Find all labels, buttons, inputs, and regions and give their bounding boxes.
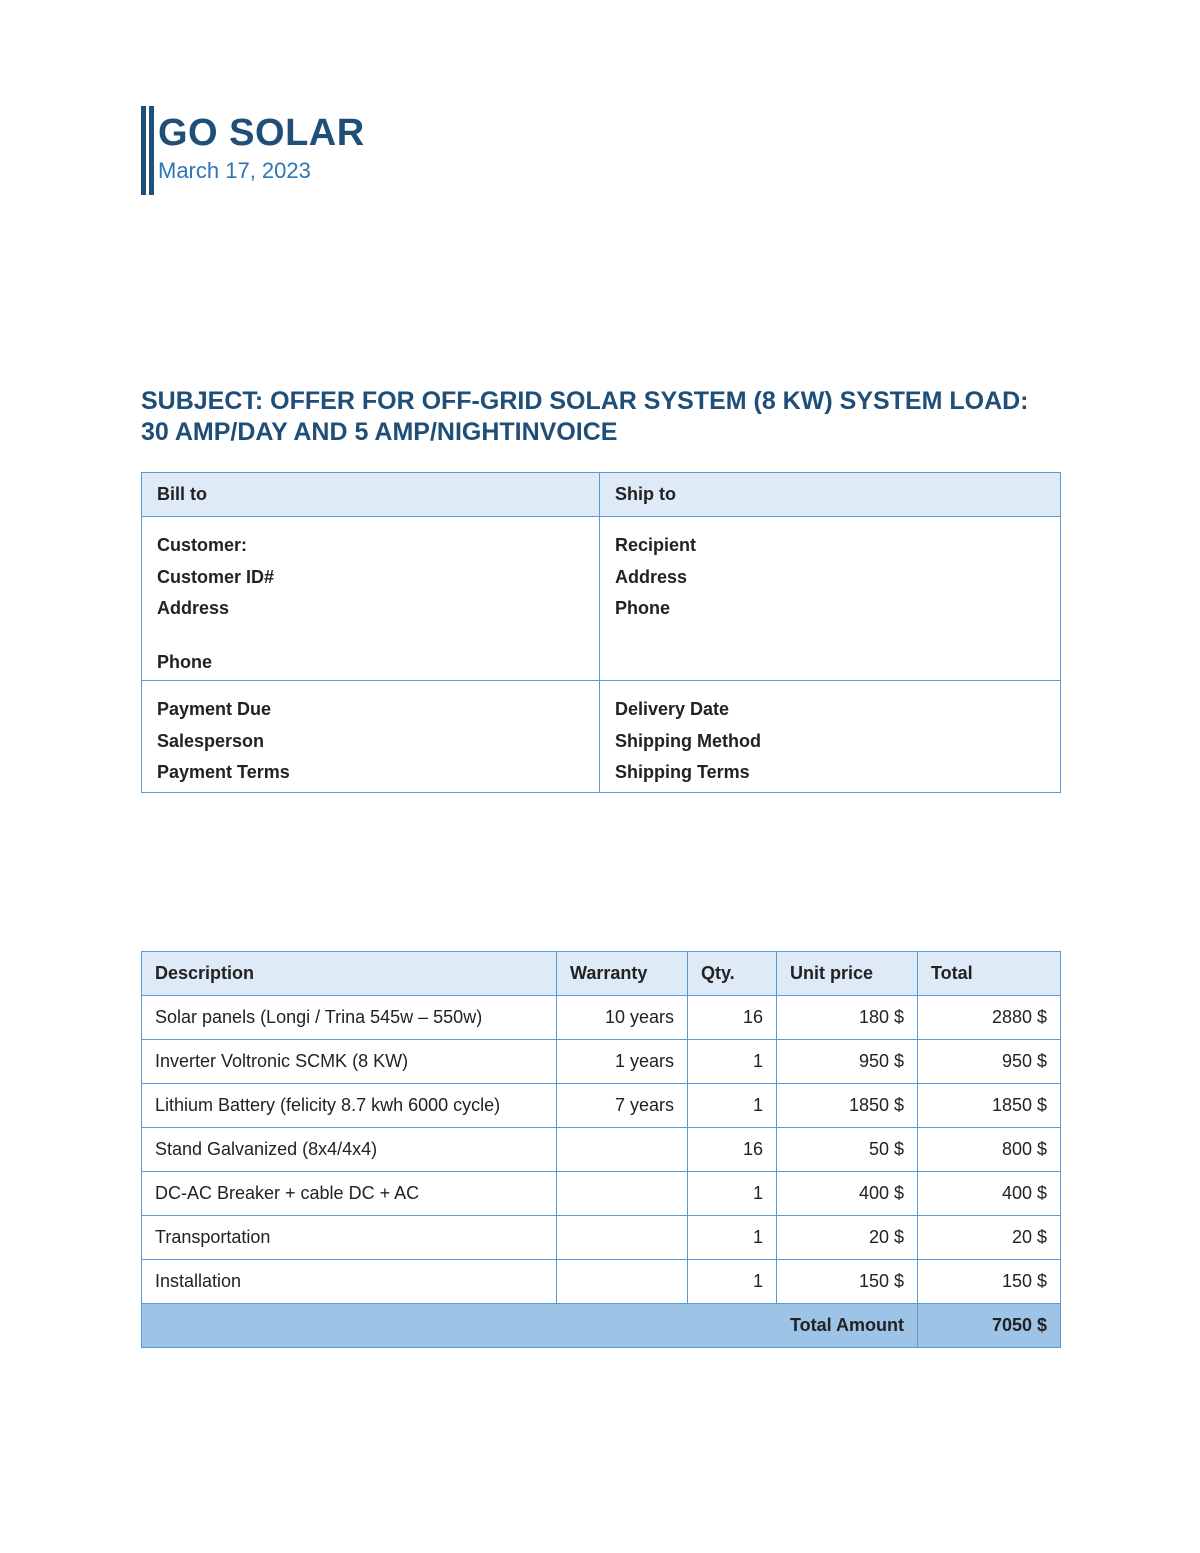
item-unit-price: 20 $ — [777, 1216, 918, 1260]
total-amount-value: 7050 $ — [918, 1304, 1061, 1348]
delivery-date-label: Delivery Date — [615, 699, 730, 719]
bill-phone-label: Phone — [157, 651, 213, 672]
column-header-total: Total — [918, 952, 1061, 996]
payment-due-label: Payment Due — [157, 699, 272, 719]
item-description: Transportation — [142, 1216, 557, 1260]
shipping-method-label: Shipping Method — [615, 730, 761, 751]
item-total: 2880 $ — [918, 996, 1061, 1040]
item-qty: 1 — [688, 1260, 777, 1304]
item-total: 20 $ — [918, 1216, 1061, 1260]
customer-label: Customer: — [157, 535, 248, 555]
salesperson-label: Salesperson — [157, 730, 265, 751]
item-description: Solar panels (Longi / Trina 545w – 550w) — [142, 996, 557, 1040]
bill-to-cell — [142, 517, 600, 681]
item-unit-price: 400 $ — [777, 1172, 918, 1216]
item-total: 800 $ — [918, 1128, 1061, 1172]
total-amount-label: Total Amount — [142, 1304, 918, 1348]
ship-to-header: Ship to — [600, 473, 1061, 517]
item-description: Lithium Battery (felicity 8.7 kwh 6000 cycle) — [142, 1084, 557, 1128]
item-description: Stand Galvanized (8x4/4x4) — [142, 1128, 557, 1172]
item-qty: 1 — [688, 1084, 777, 1128]
customer-id-label: Customer ID# — [157, 566, 275, 587]
column-header-description: Description — [142, 952, 557, 996]
item-qty: 1 — [688, 1172, 777, 1216]
table-row — [142, 1216, 1061, 1260]
item-warranty: 1 years — [557, 1040, 688, 1084]
item-warranty: 10 years — [557, 996, 688, 1040]
address-table — [141, 472, 1061, 793]
company-name: GO SOLAR — [158, 112, 365, 154]
item-qty: 16 — [688, 1128, 777, 1172]
items-header-row — [142, 952, 1061, 996]
item-qty: 16 — [688, 996, 777, 1040]
delivery-cell — [600, 681, 1061, 793]
table-row — [142, 996, 1061, 1040]
table-row — [142, 1084, 1061, 1128]
column-header-warranty: Warranty — [557, 952, 688, 996]
ship-address-label: Address — [615, 566, 688, 587]
document-date: March 17, 2023 — [158, 158, 311, 183]
terms-row — [142, 681, 1061, 793]
column-header-unit-price: Unit price — [777, 952, 918, 996]
item-unit-price: 1850 $ — [777, 1084, 918, 1128]
bill-address-label: Address — [157, 598, 230, 618]
total-row — [142, 1304, 1061, 1348]
item-total: 950 $ — [918, 1040, 1061, 1084]
address-details-row — [142, 517, 1061, 681]
column-header-qty: Qty. — [688, 952, 777, 996]
item-warranty — [557, 1128, 688, 1172]
payment-cell — [142, 681, 600, 793]
table-row — [142, 1260, 1061, 1304]
item-total: 1850 $ — [918, 1084, 1061, 1128]
table-row — [142, 1040, 1061, 1084]
item-warranty: 7 years — [557, 1084, 688, 1128]
item-unit-price: 950 $ — [777, 1040, 918, 1084]
ship-to-cell — [600, 517, 1061, 681]
item-description: DC-AC Breaker + cable DC + AC — [142, 1172, 557, 1216]
item-warranty — [557, 1172, 688, 1216]
recipient-label: Recipient — [615, 535, 697, 555]
table-row — [142, 1128, 1061, 1172]
item-warranty — [557, 1260, 688, 1304]
item-unit-price: 50 $ — [777, 1128, 918, 1172]
item-total: 400 $ — [918, 1172, 1061, 1216]
item-unit-price: 150 $ — [777, 1260, 918, 1304]
ship-phone-label: Phone — [615, 598, 671, 618]
item-description: Installation — [142, 1260, 557, 1304]
table-row — [142, 1172, 1061, 1216]
item-qty: 1 — [688, 1216, 777, 1260]
item-qty: 1 — [688, 1040, 777, 1084]
shipping-terms-label: Shipping Terms — [615, 762, 750, 782]
accent-bar — [149, 106, 154, 195]
items-table — [141, 951, 1061, 1348]
subject-heading: SUBJECT: OFFER FOR OFF-GRID SOLAR SYSTEM (8 KW) SYSTEM LOAD: 30 AMP/DAY AND 5 AMP/NIGHTINVOICE — [141, 387, 1029, 446]
accent-bar — [141, 106, 146, 195]
item-description: Inverter Voltronic SCMK (8 KW) — [142, 1040, 557, 1084]
address-header-row — [142, 473, 1061, 517]
payment-terms-label: Payment Terms — [157, 762, 290, 782]
bill-to-header: Bill to — [142, 473, 600, 517]
item-total: 150 $ — [918, 1260, 1061, 1304]
item-unit-price: 180 $ — [777, 996, 918, 1040]
item-warranty — [557, 1216, 688, 1260]
